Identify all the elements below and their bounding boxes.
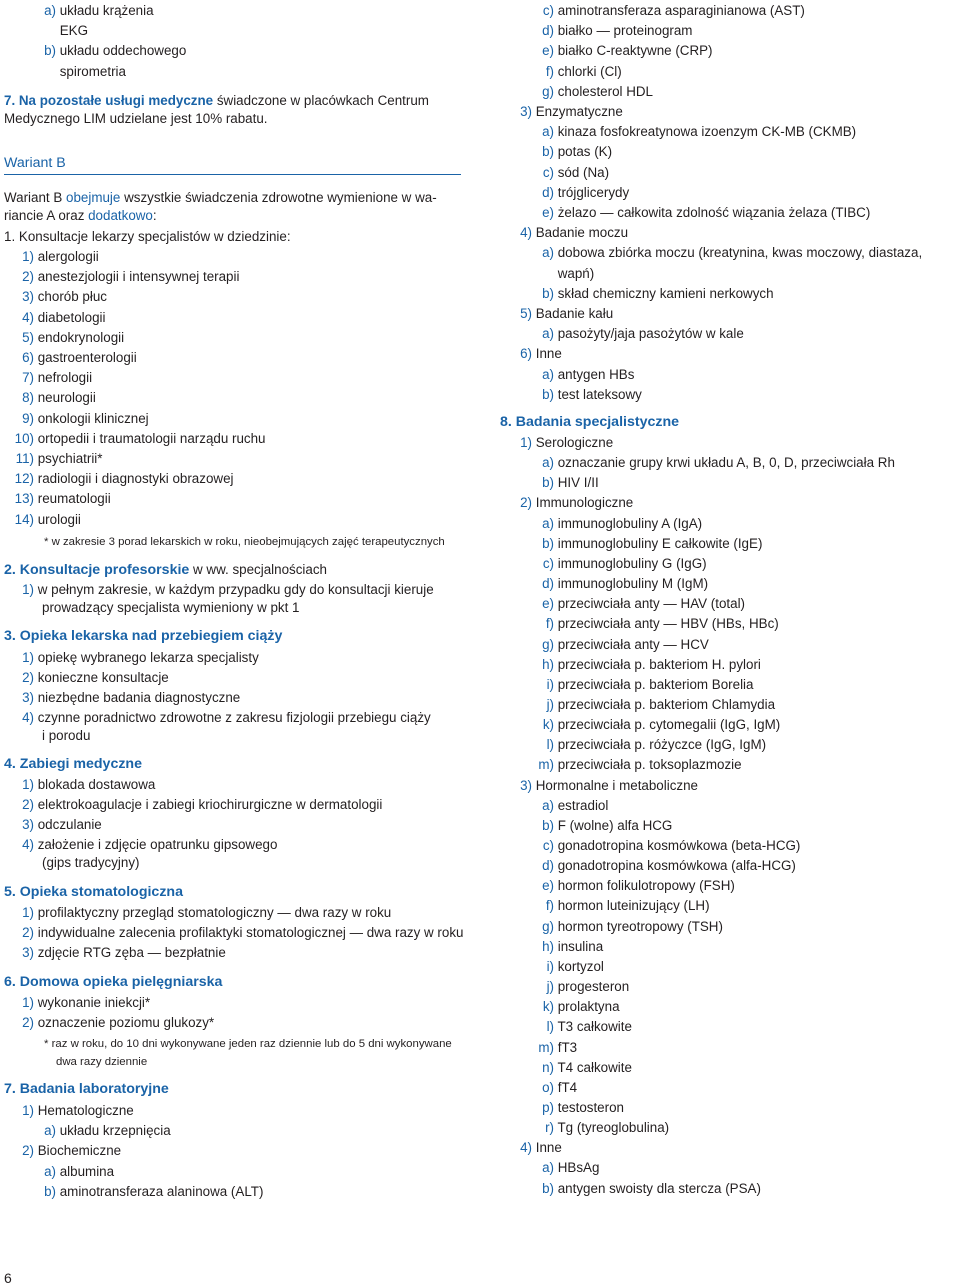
list-item <box>500 1140 562 1156</box>
list-text: konieczne konsultacje <box>37 670 169 685</box>
list-marker: f) <box>545 898 554 914</box>
list-text: ortopedii i traumatologii narządu ruchu <box>37 430 266 446</box>
list-text: HBsAg <box>557 1160 600 1176</box>
list-marker: e) <box>542 43 554 59</box>
list-text: antygen swoisty dla stercza (PSA) <box>557 1180 761 1196</box>
list-item <box>4 289 107 305</box>
list-text: immunoglobuliny A (IgA) <box>557 515 703 531</box>
list-marker: a) <box>542 797 554 813</box>
list-text: immunoglobuliny E całkowite (IgE) <box>557 535 763 551</box>
list-item <box>4 269 239 285</box>
list-text: antygen HBs <box>557 366 635 382</box>
list-item <box>500 677 753 693</box>
list-marker: m) <box>538 757 554 773</box>
wariant-b-heading: Wariant B <box>4 155 66 171</box>
list-text: fT4 <box>557 1079 578 1095</box>
list-marker: h) <box>542 938 554 954</box>
list-marker: 14) <box>14 511 34 527</box>
list-marker: 4) <box>22 837 34 852</box>
wa-item-ekg: EKG <box>59 23 89 38</box>
s6-note-line1: * raz w roku, do 10 dni wykonywane jeden raz dziennie lub do 5 dni wykonywane <box>44 1038 452 1050</box>
list-text: gastroenterologii <box>37 350 137 365</box>
s7-title: 7. Badania laboratoryjne <box>4 1081 169 1097</box>
s8-title: 8. Badania specjalistyczne <box>500 414 680 430</box>
list-text: białko — proteinogram <box>557 23 693 39</box>
list-item <box>500 979 629 995</box>
list-text: profilaktyczny przegląd stomatologiczny — dwa razy w roku <box>37 905 392 920</box>
list-item <box>4 925 463 941</box>
list-marker: 1) <box>22 995 34 1010</box>
list-text: prolaktyna <box>557 999 620 1015</box>
list-text: Hormonalne i metaboliczne <box>535 777 698 793</box>
list-text: Inne <box>535 1140 562 1156</box>
list-marker: a) <box>44 1123 56 1139</box>
wa-item-b: b) układu oddechowego <box>44 43 187 58</box>
list-text: F (wolne) alfa HCG <box>557 817 673 833</box>
list-text: radiologii i diagnostyki obrazowej <box>37 471 234 487</box>
list-item <box>500 367 634 383</box>
list-item <box>4 411 149 427</box>
s6-title: 6. Domowa opieka pielęgniarska <box>4 974 223 990</box>
list-item <box>500 737 766 753</box>
list-marker: b) <box>542 144 554 160</box>
list-item <box>500 1181 761 1197</box>
list-item <box>4 905 391 921</box>
list-item <box>4 1143 121 1159</box>
list-marker: 9) <box>22 410 34 426</box>
list-item <box>4 945 226 961</box>
list-text: T4 całkowite <box>557 1059 632 1075</box>
list-marker: a) <box>542 366 554 382</box>
list-marker: 2) <box>22 269 34 285</box>
list-text: neurologii <box>37 390 96 406</box>
point7-line2: Medycznego LIM udzielane jest 10% rabatu. <box>4 111 268 126</box>
list-marker: a) <box>542 455 554 471</box>
list-marker: a) <box>542 1160 554 1176</box>
list-marker: f) <box>545 63 554 79</box>
s1-title: 1. Konsultacje lekarzy specjalistów w dziedzinie: <box>4 229 291 244</box>
list-item <box>500 326 744 342</box>
list-text: hormon luteinizujący (LH) <box>557 898 710 914</box>
s2-title: 2. Konsultacje profesorskie w ww. specjalnościach <box>4 562 327 578</box>
list-item <box>500 495 633 511</box>
list-marker: a) <box>542 124 554 140</box>
list-item <box>500 757 742 773</box>
list-item <box>500 516 702 532</box>
wariant-b-intro-line1: Wariant B obejmuje wszystkie świadczenia zdrowotne wymienione w wa- <box>4 190 437 205</box>
list-item <box>500 165 609 181</box>
list-item <box>4 1184 263 1200</box>
list-marker: 13) <box>14 491 34 507</box>
list-item <box>500 455 895 471</box>
list-text: kortyzol <box>557 958 604 974</box>
list-text: HIV I/II <box>557 475 599 491</box>
list-text: pasożyty/jaja pasożytów w kale <box>557 326 744 342</box>
list-text: założenie i zdjęcie opatrunku gipsowego <box>37 837 278 852</box>
list-item <box>500 266 594 282</box>
list-item <box>500 144 612 160</box>
list-marker: m) <box>538 1039 554 1055</box>
list-text: przeciwciała anty — HAV (total) <box>557 596 746 612</box>
list-marker: c) <box>542 555 554 571</box>
list-text: gonadotropina kosmówkowa (beta-HCG) <box>557 838 801 853</box>
list-item <box>500 858 796 874</box>
list-text: przeciwciała p. bakteriom H. pylori <box>557 656 761 672</box>
list-marker: h) <box>542 656 554 672</box>
list-item <box>500 999 620 1015</box>
list-marker: 1) <box>22 905 34 920</box>
list-item <box>4 837 277 853</box>
list-item <box>500 306 613 322</box>
list-text: urologii <box>37 511 81 527</box>
list-text: Immunologiczne <box>535 495 634 511</box>
list-marker: 2) <box>22 1143 34 1159</box>
list-item <box>4 650 259 666</box>
list-item <box>4 471 234 487</box>
list-item <box>4 310 106 326</box>
list-item <box>500 475 599 491</box>
list-marker: a) <box>44 1163 56 1179</box>
list-text: blokada dostawowa <box>37 777 156 792</box>
list-item <box>500 878 735 894</box>
list-item <box>4 512 81 528</box>
list-item <box>500 286 774 302</box>
list-item <box>500 898 710 914</box>
list-item <box>500 3 805 19</box>
list-marker: a) <box>542 245 554 261</box>
s4-title: 4. Zabiegi medyczne <box>4 756 142 772</box>
list-item <box>4 817 102 833</box>
list-item <box>500 576 708 592</box>
list-marker: e) <box>542 596 554 612</box>
list-item <box>500 435 613 451</box>
list-item <box>500 798 608 814</box>
list-text: sód (Na) <box>557 164 610 180</box>
list-text: Badanie moczu <box>535 225 629 241</box>
list-text: immunoglobuliny M (IgM) <box>557 576 709 592</box>
list-marker: d) <box>542 184 554 200</box>
list-item <box>500 1019 632 1035</box>
list-marker: e) <box>542 205 554 220</box>
list-text: psychiatrii* <box>37 451 103 466</box>
list-marker: 8) <box>22 390 34 406</box>
list-item <box>500 596 745 612</box>
list-text: elektrokoagulacje i zabiegi kriochirurgiczne w dermatologii <box>37 797 383 812</box>
list-text: układu krzepnięcia <box>59 1123 171 1139</box>
list-item <box>4 451 102 467</box>
list-item <box>4 1015 214 1031</box>
list-item <box>4 670 169 686</box>
list-marker: 3) <box>22 817 34 832</box>
list-marker: 5) <box>22 329 34 345</box>
list-text: nefrologii <box>37 370 93 386</box>
list-marker: 4) <box>520 1140 532 1156</box>
s3-title: 3. Opieka lekarska nad przebiegiem ciąży <box>4 628 283 644</box>
list-marker: 2) <box>22 925 34 940</box>
list-marker: j) <box>546 979 554 995</box>
list-text: onkologii klinicznej <box>37 410 149 426</box>
list-marker: b) <box>542 817 554 833</box>
list-text: przeciwciała p. bakteriom Borelia <box>557 676 754 692</box>
s1-note: * w zakresie 3 porad lekarskich w roku, nieobejmujących zajęć terapeutycznych <box>44 536 445 548</box>
list-item <box>500 838 800 854</box>
list-marker: 1) <box>22 249 34 264</box>
list-item <box>500 556 707 572</box>
list-item <box>500 1120 669 1136</box>
s3-item4-line2: i porodu <box>42 728 91 743</box>
list-marker: 2) <box>22 670 34 685</box>
list-marker: 11) <box>15 451 34 466</box>
list-marker: 2) <box>22 1015 34 1030</box>
list-item <box>500 104 623 120</box>
list-item <box>500 245 922 261</box>
list-text: przeciwciała p. cytomegalii (IgG, IgM) <box>557 717 781 733</box>
list-marker: b) <box>542 285 554 301</box>
list-item <box>500 387 642 403</box>
list-marker: b) <box>542 535 554 551</box>
list-text: estradiol <box>557 797 609 813</box>
list-item <box>500 64 622 80</box>
list-marker: 1) <box>520 435 532 450</box>
list-marker: 3) <box>22 945 34 960</box>
list-marker: 4) <box>22 309 34 325</box>
list-marker: k) <box>542 999 554 1015</box>
list-marker: 6) <box>22 350 34 365</box>
list-marker: f) <box>545 616 554 632</box>
list-marker: c) <box>542 838 554 853</box>
list-marker: 4) <box>22 710 34 725</box>
list-marker: g) <box>542 636 554 652</box>
list-marker: 3) <box>22 289 34 305</box>
list-item <box>500 919 723 935</box>
list-marker: b) <box>542 1180 554 1196</box>
list-marker: g) <box>542 83 554 99</box>
list-item <box>500 1060 632 1076</box>
list-item <box>4 431 266 447</box>
list-marker: 1) <box>22 777 34 792</box>
list-text: opiekę wybranego lekarza specjalisty <box>37 650 259 665</box>
list-item <box>500 818 672 834</box>
list-item <box>500 778 698 794</box>
page-number: 6 <box>4 1270 12 1286</box>
list-text: żelazo — całkowita zdolność wiązania żelaza (TIBC) <box>557 205 871 220</box>
list-marker: r) <box>545 1120 554 1136</box>
list-text: endokrynologii <box>37 329 125 345</box>
list-item <box>500 43 713 59</box>
list-text: hormon tyreotropowy (TSH) <box>557 918 723 934</box>
list-item <box>500 657 761 673</box>
list-text: wapń) <box>557 265 595 281</box>
list-item <box>4 797 382 813</box>
list-marker: 12) <box>14 471 34 487</box>
list-text: alergologii <box>37 249 99 264</box>
list-marker: d) <box>542 576 554 592</box>
list-item <box>4 350 137 366</box>
list-marker: 4) <box>520 225 532 241</box>
list-text: gonadotropina kosmówkowa (alfa-HCG) <box>557 858 796 874</box>
list-text: chorób płuc <box>37 289 107 305</box>
list-text: oznaczenie poziomu glukozy* <box>37 1015 215 1030</box>
list-text: cholesterol HDL <box>557 83 653 99</box>
list-item <box>4 330 124 346</box>
list-item <box>500 185 629 201</box>
list-marker: l) <box>546 1019 554 1035</box>
wariant-b-intro-line2: riancie A oraz dodatkowo: <box>4 208 157 223</box>
list-text: T3 całkowite <box>557 1019 632 1035</box>
list-marker: l) <box>546 737 554 753</box>
list-item <box>500 536 762 552</box>
list-text: Enzymatyczne <box>535 104 623 119</box>
list-text: indywidualne zalecenia profilaktyki stomatologicznej — dwa razy w roku <box>37 925 464 940</box>
list-item <box>4 1123 171 1139</box>
list-marker: 6) <box>520 346 532 362</box>
list-text: oznaczanie grupy krwi układu A, B, 0, D, przeciwciała Rh <box>557 455 895 471</box>
list-item <box>500 717 780 733</box>
list-marker: a) <box>542 326 554 342</box>
list-text: trójglicerydy <box>557 184 630 200</box>
list-item <box>500 1100 624 1116</box>
list-item <box>4 995 150 1011</box>
wariant-b-rule <box>4 174 461 175</box>
list-marker: 2) <box>520 495 532 511</box>
list-marker: g) <box>542 918 554 934</box>
list-marker: b) <box>542 475 554 491</box>
list-text: reumatologii <box>37 491 111 507</box>
list-marker: n) <box>542 1059 554 1075</box>
list-item <box>500 1040 577 1056</box>
list-text: czynne poradnictwo zdrowotne z zakresu fizjologii przebiegu ciąży <box>37 710 431 725</box>
list-text: przeciwciała p. różyczce (IgG, IgM) <box>557 737 767 753</box>
list-marker: 3) <box>22 690 34 705</box>
list-text: kinaza fosfokreatynowa izoenzym CK-MB (CKMB) <box>557 124 857 140</box>
list-marker: 3) <box>520 104 532 119</box>
list-marker: 1) <box>22 1103 34 1118</box>
list-marker: i) <box>546 676 554 692</box>
list-item <box>4 370 92 386</box>
s2-item-line2: prowadzący specjalista wymieniony w pkt 1 <box>42 600 300 615</box>
list-item <box>500 939 603 955</box>
list-item <box>500 346 562 362</box>
list-marker: j) <box>546 696 554 712</box>
list-item <box>500 205 870 221</box>
list-text: przeciwciała anty — HBV (HBs, HBc) <box>557 616 779 632</box>
s6-note-line2: dwa razy dziennie <box>56 1056 148 1068</box>
list-item <box>500 1160 599 1176</box>
list-marker: e) <box>542 878 554 894</box>
list-text: immunoglobuliny G (IgG) <box>557 555 707 571</box>
list-text: Badanie kału <box>535 306 614 321</box>
list-text: anestezjologii i intensywnej terapii <box>37 269 240 285</box>
list-text: odczulanie <box>37 817 102 832</box>
list-marker: 10) <box>14 430 34 446</box>
wa-item-spirometria: spirometria <box>59 64 126 79</box>
list-text: aminotransferaza asparaginianowa (AST) <box>557 3 805 18</box>
list-text: Inne <box>535 346 562 362</box>
list-marker: 5) <box>520 306 532 321</box>
list-item <box>4 491 111 507</box>
list-item <box>4 249 99 265</box>
list-item <box>500 959 604 975</box>
list-text: przeciwciała p. bakteriom Chlamydia <box>557 696 776 712</box>
list-item <box>500 225 628 241</box>
list-item <box>500 23 692 39</box>
list-text: test lateksowy <box>557 386 642 402</box>
list-item <box>4 390 96 406</box>
list-marker: b) <box>542 386 554 402</box>
list-text: hormon folikulotropowy (FSH) <box>557 878 735 894</box>
list-text: dobowa zbiórka moczu (kreatynina, kwas moczowy, diastaza, <box>557 245 923 261</box>
list-marker: b) <box>44 1183 56 1199</box>
list-marker: 3) <box>520 777 532 793</box>
list-marker: i) <box>546 958 554 974</box>
list-text: zdjęcie RTG zęba — bezpłatnie <box>37 945 226 960</box>
list-text: chlorki (Cl) <box>557 63 622 79</box>
list-text: potas (K) <box>557 144 613 160</box>
list-text: insulina <box>557 938 604 954</box>
list-item <box>500 1080 577 1096</box>
list-item <box>500 124 856 140</box>
s2-item: 1) w pełnym zakresie, w każdym przypadku gdy do konsultacji kieruje <box>22 582 434 597</box>
list-marker: 2) <box>22 797 34 812</box>
list-marker: c) <box>542 3 554 18</box>
list-item <box>4 710 431 726</box>
list-item <box>4 1103 134 1119</box>
list-text: Tg (tyreoglobulina) <box>557 1120 670 1136</box>
list-marker: 7) <box>22 370 34 386</box>
list-item <box>4 690 240 706</box>
list-marker: c) <box>542 164 554 180</box>
list-text: diabetologii <box>37 309 106 325</box>
list-text: testosteron <box>557 1099 624 1115</box>
list-marker: d) <box>542 858 554 874</box>
list-item <box>500 637 709 653</box>
s5-title: 5. Opieka stomatologiczna <box>4 884 183 900</box>
list-marker: p) <box>542 1099 554 1115</box>
list-text: Serologiczne <box>535 435 614 450</box>
list-marker: k) <box>542 717 554 733</box>
list-text: niezbędne badania diagnostyczne <box>37 690 241 705</box>
list-text: wykonanie iniekcji* <box>37 995 151 1010</box>
list-text: fT3 <box>557 1039 578 1055</box>
list-text: przeciwciała p. toksoplazmozie <box>557 757 742 773</box>
list-marker: 1) <box>22 650 34 665</box>
list-marker: d) <box>542 23 554 39</box>
s4-item4-line2: (gips tradycyjny) <box>42 855 140 870</box>
point7-line1: 7. Na pozostałe usługi medyczne świadczone w placówkach Centrum <box>4 93 429 108</box>
list-item <box>4 1164 114 1180</box>
list-item <box>500 84 653 100</box>
list-text: Hematologiczne <box>37 1103 134 1118</box>
wa-item-a: a) układu krążenia <box>44 3 154 18</box>
list-text: progesteron <box>557 979 630 995</box>
list-text: skład chemiczny kamieni nerkowych <box>557 285 774 301</box>
list-item <box>4 777 155 793</box>
list-item <box>500 616 779 632</box>
list-text: albumina <box>59 1163 115 1179</box>
list-text: aminotransferaza alaninowa (ALT) <box>59 1183 264 1199</box>
list-text: przeciwciała anty — HCV <box>557 636 709 652</box>
list-marker: a) <box>542 515 554 531</box>
list-text: Biochemiczne <box>37 1143 122 1159</box>
list-item <box>500 697 775 713</box>
list-marker: o) <box>542 1079 554 1095</box>
list-text: białko C-reaktywne (CRP) <box>557 43 713 59</box>
